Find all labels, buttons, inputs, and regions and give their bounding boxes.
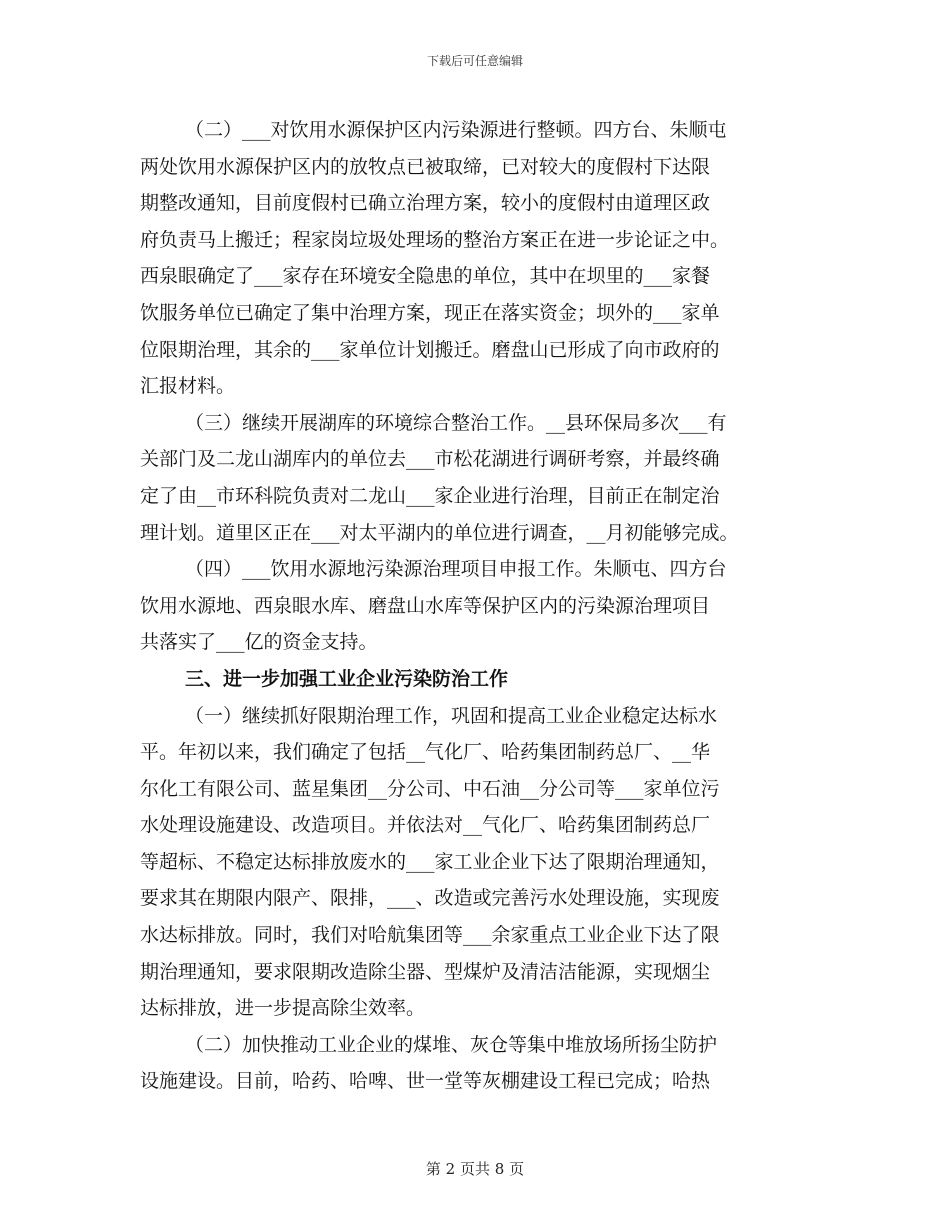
page-footer: 第 2 页共 8 页 <box>425 1160 525 1178</box>
paragraph-line: （一）继续抓好限期治理工作，巩固和提高工业企业稳定达标水 <box>185 704 718 727</box>
paragraph-line: 设施建设。目前，哈药、哈啤、世一堂等灰棚建设工程已完成；哈热 <box>140 1070 711 1093</box>
paragraph-line: 要求其在期限内限产、限排，___、改造或完善污水处理设施，实现废 <box>140 887 720 910</box>
paragraph-line: 饮用水源地、西泉眼水库、磨盘山水库等保护区内的污染源治理项目 <box>140 594 711 617</box>
paragraph-line: 定了由__市环科院负责对二龙山___家企业进行治理，目前正在制定治 <box>140 484 720 507</box>
section-heading: 三、进一步加强工业企业污染防治工作 <box>185 667 509 690</box>
paragraph-line: 尔化工有限公司、蓝星集团__分公司、中石油__分公司等___家单位污 <box>140 777 720 800</box>
paragraph-line: 平。年初以来，我们确定了包括__气化厂、哈药集团制药总厂、__华 <box>140 741 711 764</box>
paragraph-line: 理计划。道里区正在___对太平湖内的单位进行调查，__月初能够完成。 <box>140 521 739 544</box>
paragraph-line: 汇报材料。 <box>140 375 236 398</box>
paragraph-line: 期整改通知，目前度假村已确立治理方案，较小的度假村由道理区政 <box>140 192 711 215</box>
paragraph-line: 期治理通知，要求限期改造除尘器、型煤炉及清洁洁能源，实现烟尘 <box>140 960 711 983</box>
paragraph-line: 西泉眼确定了___家存在环境安全隐患的单位，其中在坝里的___家餐 <box>140 265 711 288</box>
paragraph-line: 水达标排放。同时，我们对哈航集团等___余家重点工业企业下达了限 <box>140 924 720 947</box>
paragraph-line: （三）继续开展湖库的环境综合整治工作。__县环保局多次___有 <box>185 411 727 434</box>
document-body <box>140 112 820 1100</box>
paragraph-line: （二）___对饮用水源保护区内污染源进行整顿。四方台、朱顺屯 <box>185 119 727 141</box>
paragraph-line: 两处饮用水源保护区内的放牧点已被取缔，已对较大的度假村下达限 <box>140 155 711 178</box>
paragraph-line: （二）加快推动工业企业的煤堆、灰仓等集中堆放场所扬尘防护 <box>185 1033 718 1056</box>
paragraph-line: 关部门及二龙山湖库内的单位去___市松花湖进行调研考察，并最终确 <box>140 448 720 471</box>
paragraph-line: 府负责马上搬迁；程家岗垃圾处理场的整治方案正在进一步论证之中。 <box>140 228 730 251</box>
paragraph-line: 水处理设施建设、改造项目。并依法对__气化厂、哈药集团制药总厂 <box>140 814 711 837</box>
paragraph-line: 达标排放，进一步提高除尘效率。 <box>140 997 426 1020</box>
page-header: 下载后可任意编辑 <box>426 54 523 68</box>
paragraph-line: 位限期治理，其余的___家单位计划搬迁。磨盘山已形成了向市政府的 <box>140 338 720 361</box>
paragraph-line: 共落实了___亿的资金支持。 <box>140 631 378 654</box>
paragraph-line: 等超标、不稳定达标排放废水的___家工业企业下达了限期治理通知， <box>140 850 720 873</box>
paragraph-line: 饮服务单位已确定了集中治理方案，现正在落实资金；坝外的___家单 <box>140 301 720 324</box>
paragraph-line: （四）___饮用水源地污染源治理项目申报工作。朱顺屯、四方台 <box>185 558 727 581</box>
